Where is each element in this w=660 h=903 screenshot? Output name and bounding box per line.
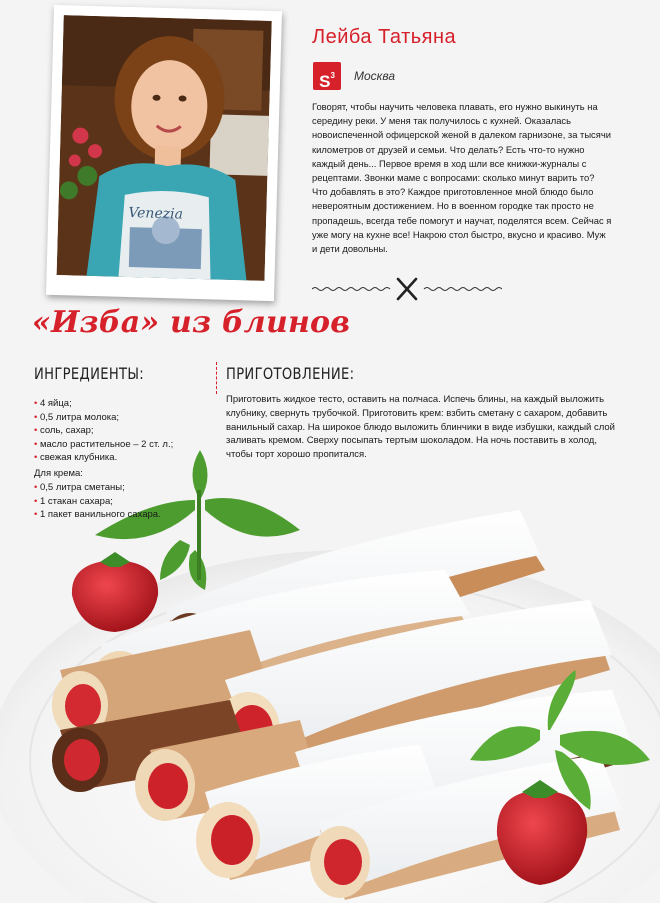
list-item: • 1 пакет ванильного сахара. <box>34 508 161 522</box>
preparation-text: Приготовить жидкое тесто, оставить на полчаса. Испечь блины, на каждый выложить клубнику, свернуть трубочкой. Приготовить крем: взбить сметану с сахаром, добавить ванильный сахар. На широкое блюдо выложить блинчики в виде избушки, каждый слой заливать кремом. Сверху посыпать тертым шоколадом. На ночь поставить в холод, чтобы торт хорошо пропитался. <box>226 394 615 461</box>
fork-knife-icon <box>398 279 416 299</box>
list-item: • свежая клубника. <box>34 451 173 465</box>
list-item: • соль, сахар; <box>34 424 173 438</box>
author-name: Лейба Татьяна <box>312 26 457 48</box>
column-divider <box>216 362 217 394</box>
recipe-title: «Изба» из блинов <box>32 305 351 340</box>
ingredients-heading: ИНГРЕДИЕНТЫ: <box>34 364 145 383</box>
list-item: • 0,5 литра сметаны; <box>34 481 161 495</box>
apron-text: Venezia <box>128 205 184 223</box>
fork-knife-divider <box>312 276 502 302</box>
magazine-logo <box>313 62 341 90</box>
cream-ingredients-list <box>34 481 161 522</box>
ingredients-list <box>34 397 173 465</box>
author-city: Москва <box>354 69 396 83</box>
logo-letter: S <box>319 72 331 91</box>
list-item: • 1 стакан сахара; <box>34 495 161 509</box>
list-item: • 4 яйца; <box>34 397 173 411</box>
preparation-heading: ПРИГОТОВЛЕНИЕ: <box>226 364 355 383</box>
list-item: • 0,5 литра молока; <box>34 411 173 425</box>
author-bio: Говорят, чтобы научить человека плавать, его нужно выкинуть на середину реки. У меня так получилось с кухней. Оказалась новоиспеченной офицерской женой в далеком гарнизоне, за тысячи километров от друзей и семьи. Что делать? Есть что-то нужно каждый день... Первое время в ход шли все книжки-журналы с рецептами. Звонки маме с вопросами: сколько минут варить то? Что добавлять в это? Каждое приготовленное мной блюдо было невероятным достижением. Но в военном городке так просто не пропадешь, всегда тебе помогут и научат, поделятся всем. Сейчас я уже могу на кухне все! Накрою стол быстро, вкусно и красиво. Муж и дети довольны. <box>312 101 612 255</box>
logo-superscript: 3 <box>330 71 335 80</box>
list-item: • масло растительное – 2 ст. л.; <box>34 438 173 452</box>
author-photo <box>46 5 282 301</box>
cream-heading: Для крема: <box>34 468 83 479</box>
